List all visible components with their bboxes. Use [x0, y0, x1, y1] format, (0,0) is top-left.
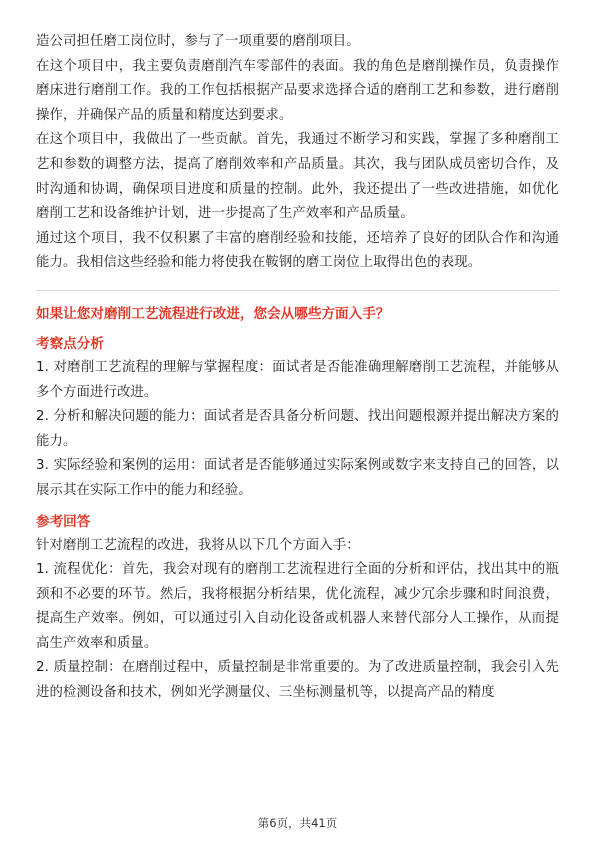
answer-intro: 针对磨削工艺流程的改进，我将从以下几个方面入手： [36, 537, 360, 553]
continuation-paragraph-3: 在这个项目中，我做出了一些贡献。首先，我通过不断学习和实践，掌握了多种磨削工艺和参数的调整方法，提高了磨削效率和产品质量。其次，我与团队成员密切合作，及时沟通和协调，确保项目进度和质量的控制。此外，我还提出了一些改进措施，如优化磨削工艺和设备维护计划，进一步提高了生产效率和产品质量。 [36, 132, 559, 222]
section-divider [36, 290, 559, 291]
answer-item-2: 2. 质量控制：在磨削过程中，质量控制是非常重要的。为了改进质量控制，我会引入先进的检测设备和技术，例如光学测量仪、三坐标测量机等，以提高产品的精度 [36, 660, 559, 701]
continuation-paragraph-2: 在这个项目中，我主要负责磨削汽车零部件的表面。我的角色是磨削操作员，负责操作磨床进行磨削工作。我的工作包括根据产品要求选择合适的磨削工艺和参数，进行磨削操作，并确保产品的质量和精度达到要求。 [36, 58, 559, 123]
answer-item-1: 1. 流程优化：首先，我会对现有的磨削工艺流程进行全面的分析和评估，找出其中的瓶颈和不必要的环节。然后，我将根据分析结果，优化流程，减少冗余步骤和时间浪费，提高生产效率。例如，可以通过引入自动化设备或机器人来替代部分人工操作，从而提高生产效率和质量。 [36, 562, 559, 651]
analysis-item-2: 2. 分析和解决问题的能力：面试者是否具备分析问题、找出问题根源并提出解决方案的能力。 [36, 409, 559, 449]
continuation-paragraph-1: 造公司担任磨工岗位时，参与了一项重要的磨削项目。 [36, 34, 360, 49]
analysis-item-3: 3. 实际经验和案例的运用：面试者是否能够通过实际案例或数字来支持自己的回答，以展示其在实际工作中的能力和经验。 [36, 458, 559, 498]
analysis-heading: 考察点分析 [36, 335, 104, 352]
analysis-item-1: 1. 对磨削工艺流程的理解与掌握程度：面试者是否能准确理解磨削工艺流程，并能够从多个方面进行改进。 [36, 359, 559, 400]
interview-question: 如果让您对磨削工艺流程进行改进，您会从哪些方面入手？ [36, 305, 390, 322]
answer-heading: 参考回答 [36, 513, 91, 530]
continuation-paragraph-4: 通过这个项目，我不仅积累了丰富的磨削经验和技能，还培养了良好的团队合作和沟通能力。我相信这些经验和能力将使我在鞍钢的磨工岗位上取得出色的表现。 [36, 230, 559, 271]
document-page [36, 30, 559, 706]
page-footer: 第6页，共41页 [257, 816, 338, 830]
